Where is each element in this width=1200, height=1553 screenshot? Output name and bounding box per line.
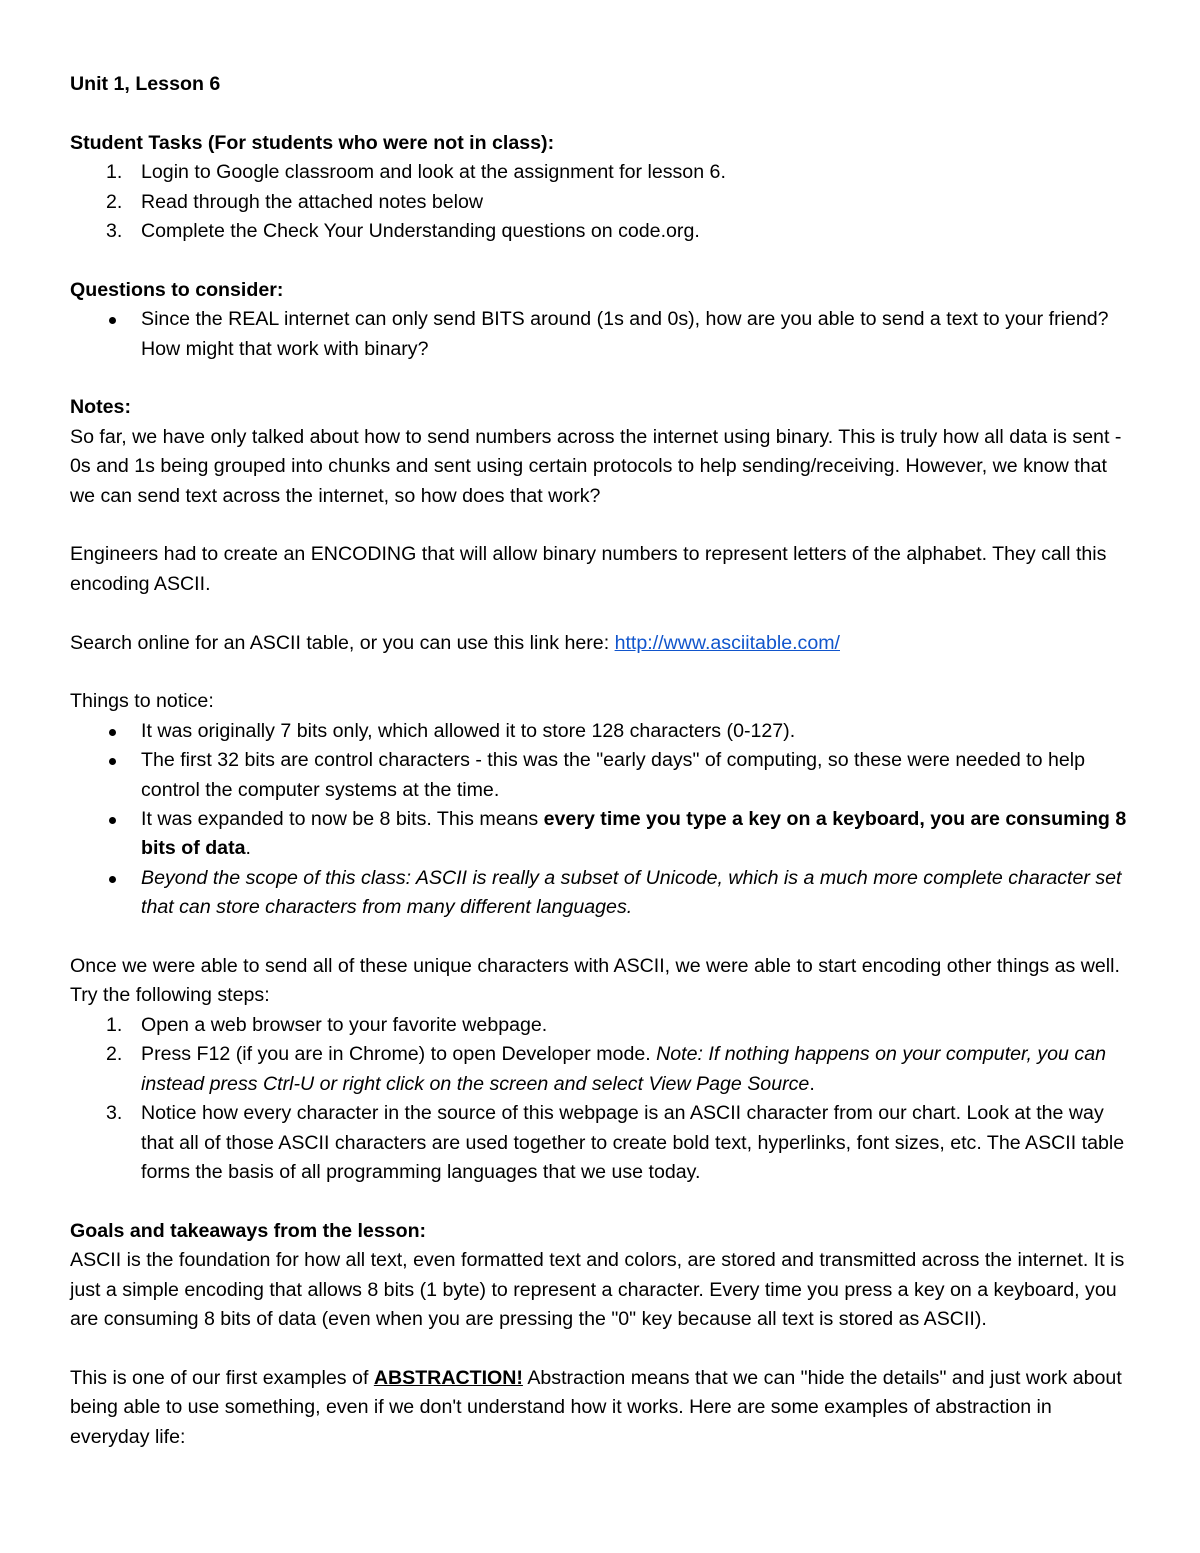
spacer <box>70 599 1132 628</box>
notice-list <box>70 717 1132 923</box>
list-item: The first 32 bits are control characters - this was the "early days" of computing, so these were needed to help control the computer systems at the time. <box>70 746 1132 805</box>
spacer <box>70 364 1132 393</box>
spacer <box>70 923 1132 952</box>
steps-list <box>70 1011 1132 1187</box>
list-item: 2. Read through the attached notes below <box>106 190 484 213</box>
list-item: It was expanded to now be 8 bits. This means every time you type a key on a keyboard, you are consuming 8 bits of data. <box>70 805 1132 864</box>
list-item: It was originally 7 bits only, which allowed it to store 128 characters (0-127). <box>70 717 1132 746</box>
bullet-icon <box>109 876 116 883</box>
notice-label: Things to notice: <box>70 690 214 713</box>
list-item: 1. Open a web browser to your favorite webpage. <box>106 1013 548 1036</box>
bullet-icon <box>109 758 116 765</box>
abstraction-term: ABSTRACTION! <box>373 1366 523 1389</box>
student-tasks-heading: Student Tasks (For students who were not in class): <box>70 131 555 154</box>
spacer <box>70 99 1132 128</box>
notes-heading: Notes: <box>70 396 131 419</box>
notes-paragraph-3: Once we were able to send all of these unique characters with ASCII, we were able to start encoding other things as well. Try the following steps: <box>70 955 1120 1007</box>
search-paragraph: Search online for an ASCII table, or you can use this link here: http://www.asciitable.com/ <box>70 631 840 654</box>
list-item: 3. Complete the Check Your Understanding questions on code.org. <box>106 220 700 243</box>
student-tasks-list <box>70 158 1132 246</box>
goals-paragraph: ASCII is the foundation for how all text, even formatted text and colors, are stored and transmitted across the internet. It is just a simple encoding that allows 8 bits (1 byte) to represent a character. Every time you press a key on a keyboard, you are consuming 8 bits of data (even when you are pressing the "0" key because all text is stored as ASCII). <box>70 1249 1125 1330</box>
spacer <box>70 1187 1132 1216</box>
document-page <box>70 70 1132 1452</box>
goals-heading: Goals and takeaways from the lesson: <box>70 1219 427 1242</box>
spacer <box>70 511 1132 540</box>
ascii-table-link[interactable]: http://www.asciitable.com/ <box>614 631 840 654</box>
list-item: 2. Press F12 (if you are in Chrome) to open Developer mode. Note: If nothing happens on your computer, you can instead press Ctrl-U or right click on the screen and select View Page Source. <box>106 1043 1106 1095</box>
questions-heading: Questions to consider: <box>70 278 284 301</box>
list-item: Since the REAL internet can only send BITS around (1s and 0s), how are you able to send a text to your friend? How might that work with binary? <box>70 305 1132 364</box>
notes-paragraph-1: So far, we have only talked about how to send numbers across the internet using binary. This is truly how all data is sent - 0s and 1s being grouped into chunks and sent using certain protocols to help sending/receiving. However, we know that we can send text across the internet, so how does that work? <box>70 425 1122 507</box>
list-item: 3. Notice how every character in the source of this webpage is an ASCII character from our chart. Look at the way that all of those ASCII characters are used together to create bold text, hyperlinks, font sizes, etc. The ASCII table forms the basis of all programming languages that we use today. <box>106 1102 1125 1183</box>
spacer <box>70 246 1132 275</box>
page-title: Unit 1, Lesson 6 <box>70 73 221 95</box>
abstraction-paragraph: This is one of our first examples of ABSTRACTION! Abstraction means that we can "hide the details" and just work about being able to use something, even if we don't understand how it works. Here are some examples of abstraction in everyday life: <box>70 1366 1122 1448</box>
bullet-icon <box>109 817 116 824</box>
questions-list <box>70 305 1132 364</box>
list-item: 1. Login to Google classroom and look at the assignment for lesson 6. <box>106 161 726 184</box>
notes-paragraph-2: Engineers had to create an ENCODING that will allow binary numbers to represent letters of the alphabet. They call this encoding ASCII. <box>70 543 1107 595</box>
spacer <box>70 658 1132 687</box>
bullet-icon <box>109 729 116 736</box>
list-item: Beyond the scope of this class: ASCII is really a subset of Unicode, which is a much more complete character set that can store characters from many different languages. <box>70 864 1132 923</box>
spacer <box>70 1334 1132 1363</box>
bullet-icon <box>109 317 116 324</box>
